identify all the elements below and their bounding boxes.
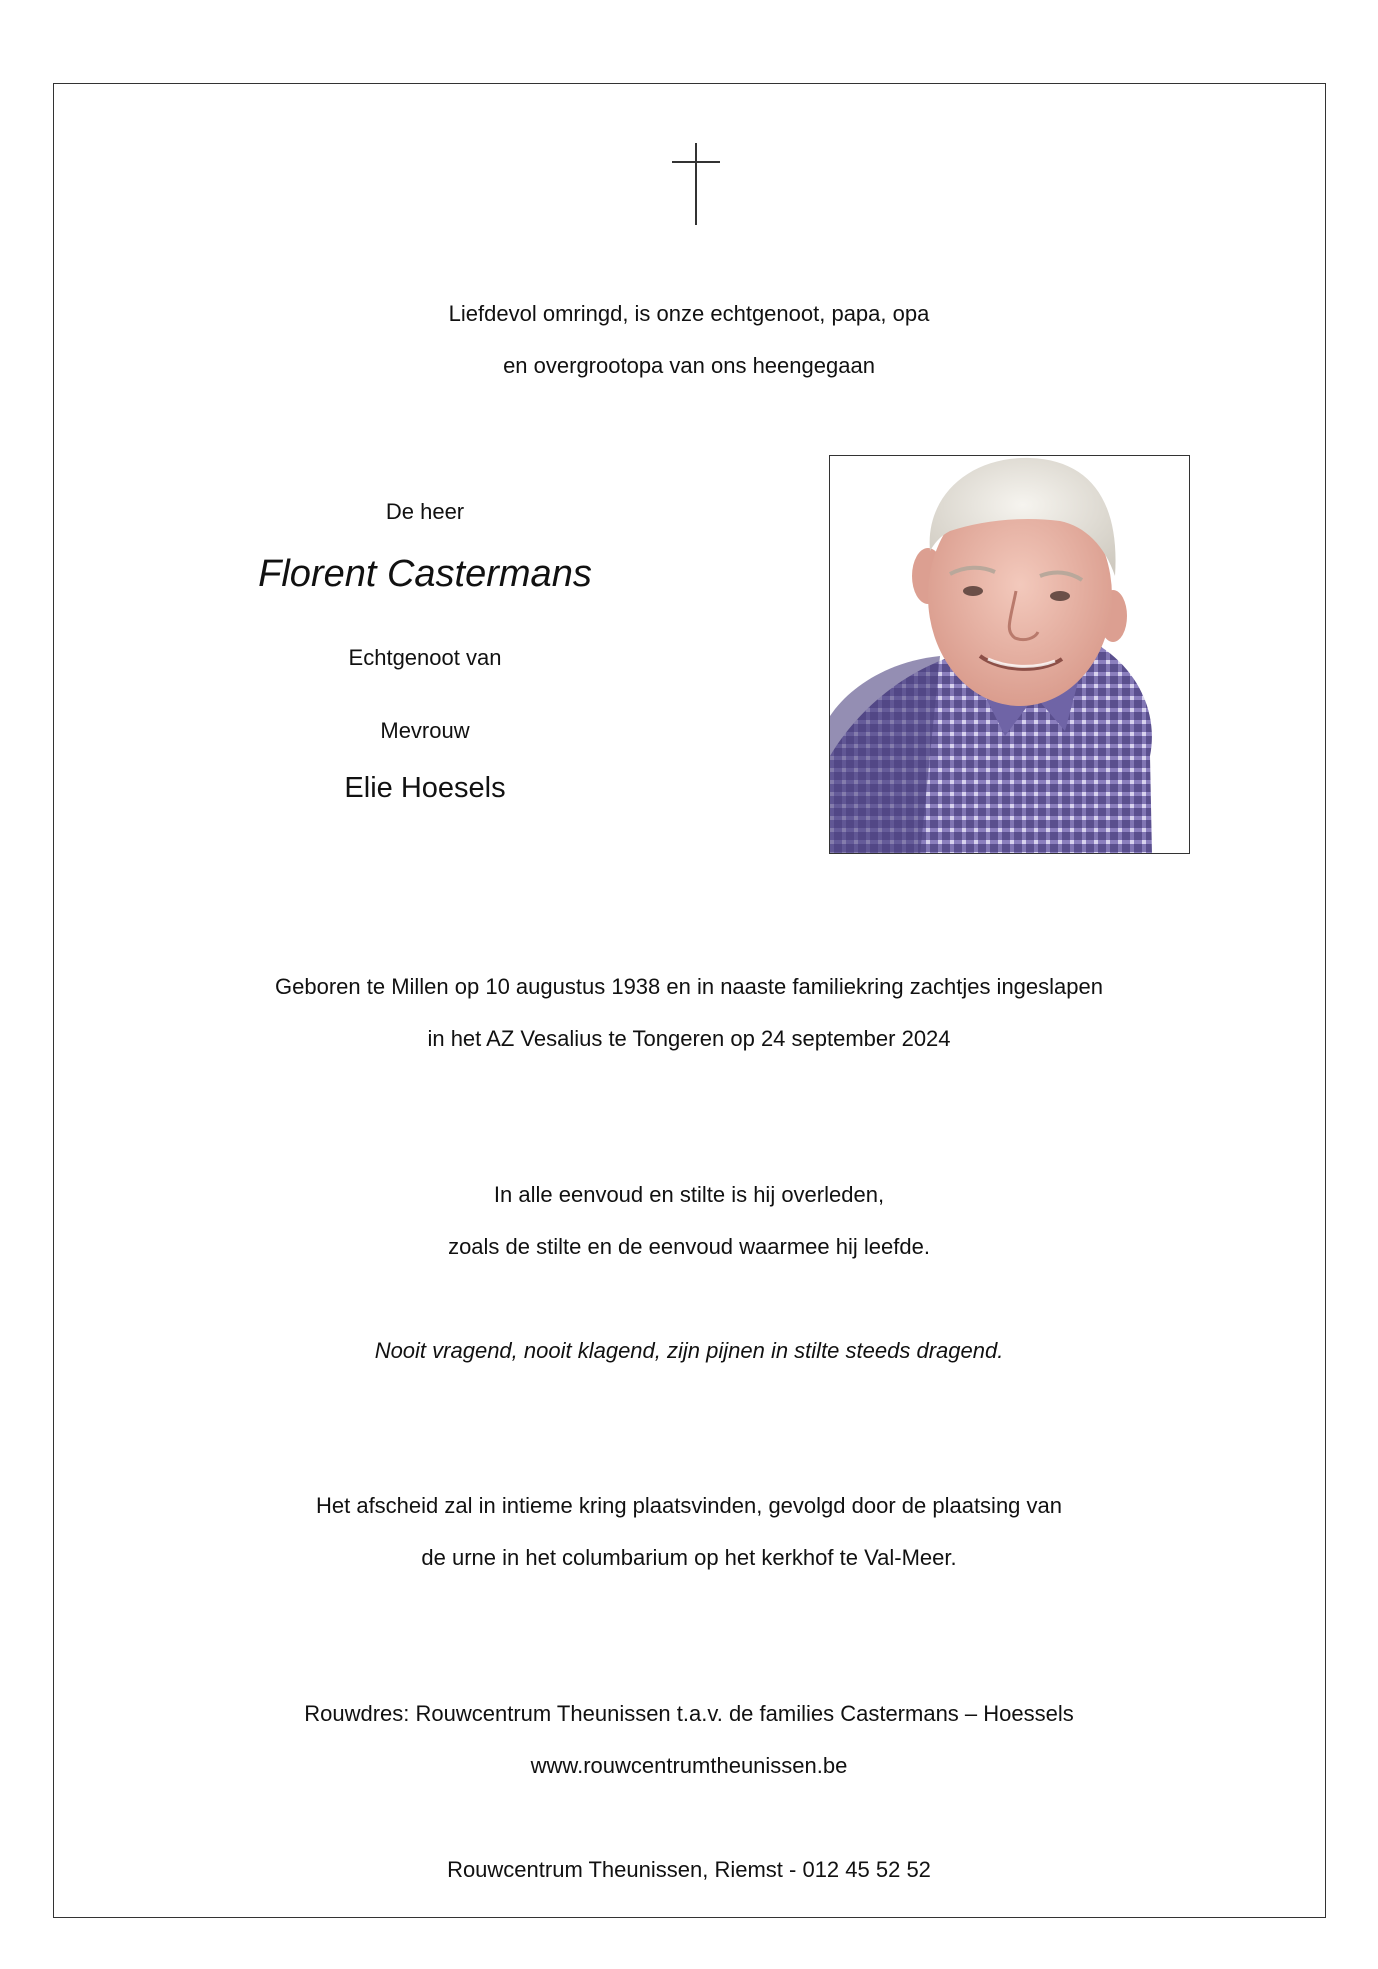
birth-line-1: Geboren te Millen op 10 augustus 1938 en in naaste familiekring zachtjes ingeslapen [275,974,1103,999]
cross-icon [672,143,720,225]
intro-line-1: Liefdevol omringd, is onze echtgenoot, papa, opa [448,301,930,326]
farewell-line-1: Het afscheid zal in intieme kring plaatsvinden, gevolgd door de plaatsing van [315,1493,1062,1518]
intro-line-2: en overgrootopa van ons heengegaan [503,353,875,378]
quote: Nooit vragend, nooit klagend, zijn pijnen in stilte steeds dragend. [374,1338,1004,1363]
footer-contact: Rouwcentrum Theunissen, Riemst - 012 45 52 52 [447,1857,931,1882]
portrait-illustration [830,456,1190,854]
spouse-name: Elie Hoesels [344,772,506,804]
farewell-line-2: de urne in het columbarium op het kerkhof te Val-Meer. [421,1545,957,1570]
spouse-title: Mevrouw [380,718,470,743]
portrait-photo [829,455,1190,854]
deceased-name: Florent Castermans [258,553,592,595]
relation-label: Echtgenoot van [348,645,502,670]
contact-address: Rouwdres: Rouwcentrum Theunissen t.a.v. de families Castermans – Hoessels [304,1701,1074,1726]
birth-line-2: in het AZ Vesalius te Tongeren op 24 september 2024 [427,1026,951,1051]
passing-line-1: In alle eenvoud en stilte is hij overleden, [493,1182,885,1207]
contact-website[interactable]: www.rouwcentrumtheunissen.be [530,1753,848,1778]
deceased-title: De heer [385,499,465,524]
passing-line-2: zoals de stilte en de eenvoud waarmee hij leefde. [448,1234,930,1259]
